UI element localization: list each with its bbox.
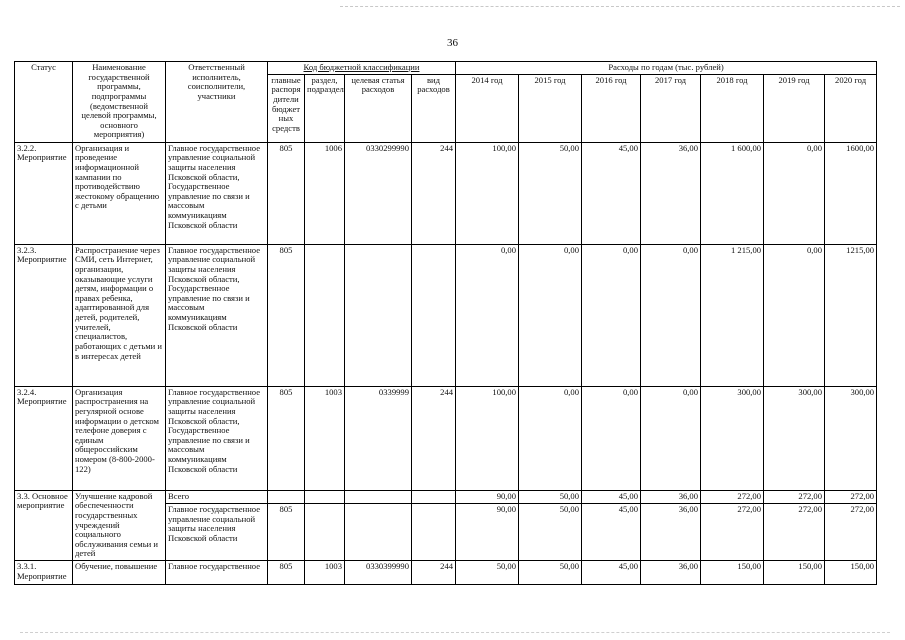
row-grbs — [268, 490, 305, 504]
row-value: 272,00 — [701, 490, 764, 504]
row-value: 0,00 — [641, 386, 701, 490]
row-grbs: 805 — [268, 244, 305, 386]
row-value: 50,00 — [519, 561, 582, 585]
budget-table — [14, 61, 877, 585]
row-value: 150,00 — [701, 561, 764, 585]
row-name: Организация распространения на регулярной основе информации о детском телефоне доверия с единым общероссийским номером (8-800-2000-122) — [73, 386, 166, 490]
row-value: 90,00 — [456, 490, 519, 504]
row-status: 3.3. Основное мероприятие — [15, 490, 73, 560]
row-grbs: 805 — [268, 142, 305, 244]
row-value: 90,00 — [456, 504, 519, 561]
row-value: 100,00 — [456, 386, 519, 490]
col-year-header: 2019 год — [764, 74, 825, 142]
col-responsible-header: Ответственный исполнитель, соисполнители, участники — [166, 62, 268, 143]
row-name: Распространение через СМИ, сеть Интернет, организации, оказывающие услуги детям, информации о правах ребенка, адаптированной для детей, родителей, учителей, специалистов, работающих с детьми и в интересах детей — [73, 244, 166, 386]
row-type: 244 — [412, 142, 456, 244]
row-status: 3.2.3. Мероприятие — [15, 244, 73, 386]
table-row — [15, 386, 877, 490]
row-value: 1 600,00 — [701, 142, 764, 244]
header-row-1 — [15, 62, 877, 75]
row-section: 1003 — [305, 386, 345, 490]
row-target — [345, 490, 412, 504]
col-year-header: 2018 год — [701, 74, 764, 142]
col-name-header: Наименование государственной программы, подпрограммы (ведомственной целевой программы, основного мероприятия) — [73, 62, 166, 143]
col-section-header: раздел, подраздел — [305, 74, 345, 142]
expenses-group-header: Расходы по годам (тыс. рублей) — [456, 62, 877, 75]
row-status: 3.2.4. Мероприятие — [15, 386, 73, 490]
row-value: 272,00 — [764, 504, 825, 561]
row-value: 272,00 — [764, 490, 825, 504]
row-value: 150,00 — [825, 561, 877, 585]
row-value: 50,00 — [519, 490, 582, 504]
col-grbs-header: главные распоря дители бюджет ных средств — [268, 74, 305, 142]
row-value: 36,00 — [641, 504, 701, 561]
col-year-header: 2020 год — [825, 74, 877, 142]
col-status-header: Статус — [15, 62, 73, 143]
row-value: 300,00 — [825, 386, 877, 490]
row-value: 300,00 — [764, 386, 825, 490]
row-type — [412, 490, 456, 504]
row-grbs: 805 — [268, 504, 305, 561]
row-responsible: Главное государственное управление социальной защиты населения Псковской области, Государственное управление по связи и массовым коммуникациям Псковской области — [166, 142, 268, 244]
row-target: 0330399990 — [345, 561, 412, 585]
row-name: Улучшение кадровой обеспеченности государственных учреждений социального обслуживания семьи и детей — [73, 490, 166, 560]
col-target-header: целевая статья расходов — [345, 74, 412, 142]
row-value: 272,00 — [825, 490, 877, 504]
row-value: 45,00 — [582, 561, 641, 585]
budget-code-group-header: Код бюджетной классификации — [268, 62, 456, 75]
row-value: 150,00 — [764, 561, 825, 585]
row-value: 50,00 — [519, 142, 582, 244]
row-value: 0,00 — [456, 244, 519, 386]
row-value: 1 215,00 — [701, 244, 764, 386]
table-row — [15, 244, 877, 386]
row-name: Обучение, повышение — [73, 561, 166, 585]
row-type: 244 — [412, 561, 456, 585]
row-responsible: Главное государственное управление социальной защиты населения Псковской области, Государственное управление по связи и массовым коммуникациям Псковской области — [166, 244, 268, 386]
row-value: 0,00 — [582, 386, 641, 490]
row-grbs: 805 — [268, 561, 305, 585]
row-section — [305, 490, 345, 504]
row-responsible: Главное государственное — [166, 561, 268, 585]
row-value: 36,00 — [641, 490, 701, 504]
row-value: 50,00 — [519, 504, 582, 561]
row-name: Организация и проведение информационной кампании по противодействию жестокому обращению с детьми — [73, 142, 166, 244]
table-row — [15, 561, 877, 585]
row-responsible: Главное государственное управление социальной защиты населения Псковской области, Государственное управление по связи и массовым коммуникациям Псковской области — [166, 386, 268, 490]
row-grbs: 805 — [268, 386, 305, 490]
row-section — [305, 504, 345, 561]
row-target: 0330299990 — [345, 142, 412, 244]
row-value: 0,00 — [582, 244, 641, 386]
col-type-header: вид расходов — [412, 74, 456, 142]
row-type — [412, 504, 456, 561]
row-section — [305, 244, 345, 386]
row-value: 36,00 — [641, 561, 701, 585]
row-status: 3.2.2. Мероприятие — [15, 142, 73, 244]
row-value: 100,00 — [456, 142, 519, 244]
page-number: 36 — [447, 37, 458, 49]
scan-artifact-top — [340, 6, 900, 8]
table-row — [15, 142, 877, 244]
row-value: 272,00 — [825, 504, 877, 561]
col-year-header: 2016 год — [582, 74, 641, 142]
row-value: 50,00 — [456, 561, 519, 585]
row-value: 45,00 — [582, 504, 641, 561]
row-section: 1003 — [305, 561, 345, 585]
row-value: 45,00 — [582, 490, 641, 504]
row-value: 1215,00 — [825, 244, 877, 386]
row-value: 36,00 — [641, 142, 701, 244]
row-value: 1600,00 — [825, 142, 877, 244]
row-target: 0339999 — [345, 386, 412, 490]
col-year-header: 2015 год — [519, 74, 582, 142]
row-value: 0,00 — [764, 142, 825, 244]
row-target — [345, 244, 412, 386]
row-value: 0,00 — [764, 244, 825, 386]
row-type: 244 — [412, 386, 456, 490]
table-row-total — [15, 490, 877, 504]
row-value: 300,00 — [701, 386, 764, 490]
col-year-header: 2014 год — [456, 74, 519, 142]
row-section: 1006 — [305, 142, 345, 244]
row-responsible: Всего — [166, 490, 268, 504]
row-target — [345, 504, 412, 561]
row-status: 3.3.1. Мероприятие — [15, 561, 73, 585]
row-value: 0,00 — [519, 244, 582, 386]
row-type — [412, 244, 456, 386]
scan-artifact-bottom — [20, 632, 890, 634]
row-value: 0,00 — [641, 244, 701, 386]
row-value: 0,00 — [519, 386, 582, 490]
row-value: 272,00 — [701, 504, 764, 561]
row-value: 45,00 — [582, 142, 641, 244]
row-responsible: Главное государственное управление социальной защиты населения Псковской области — [166, 504, 268, 561]
col-year-header: 2017 год — [641, 74, 701, 142]
